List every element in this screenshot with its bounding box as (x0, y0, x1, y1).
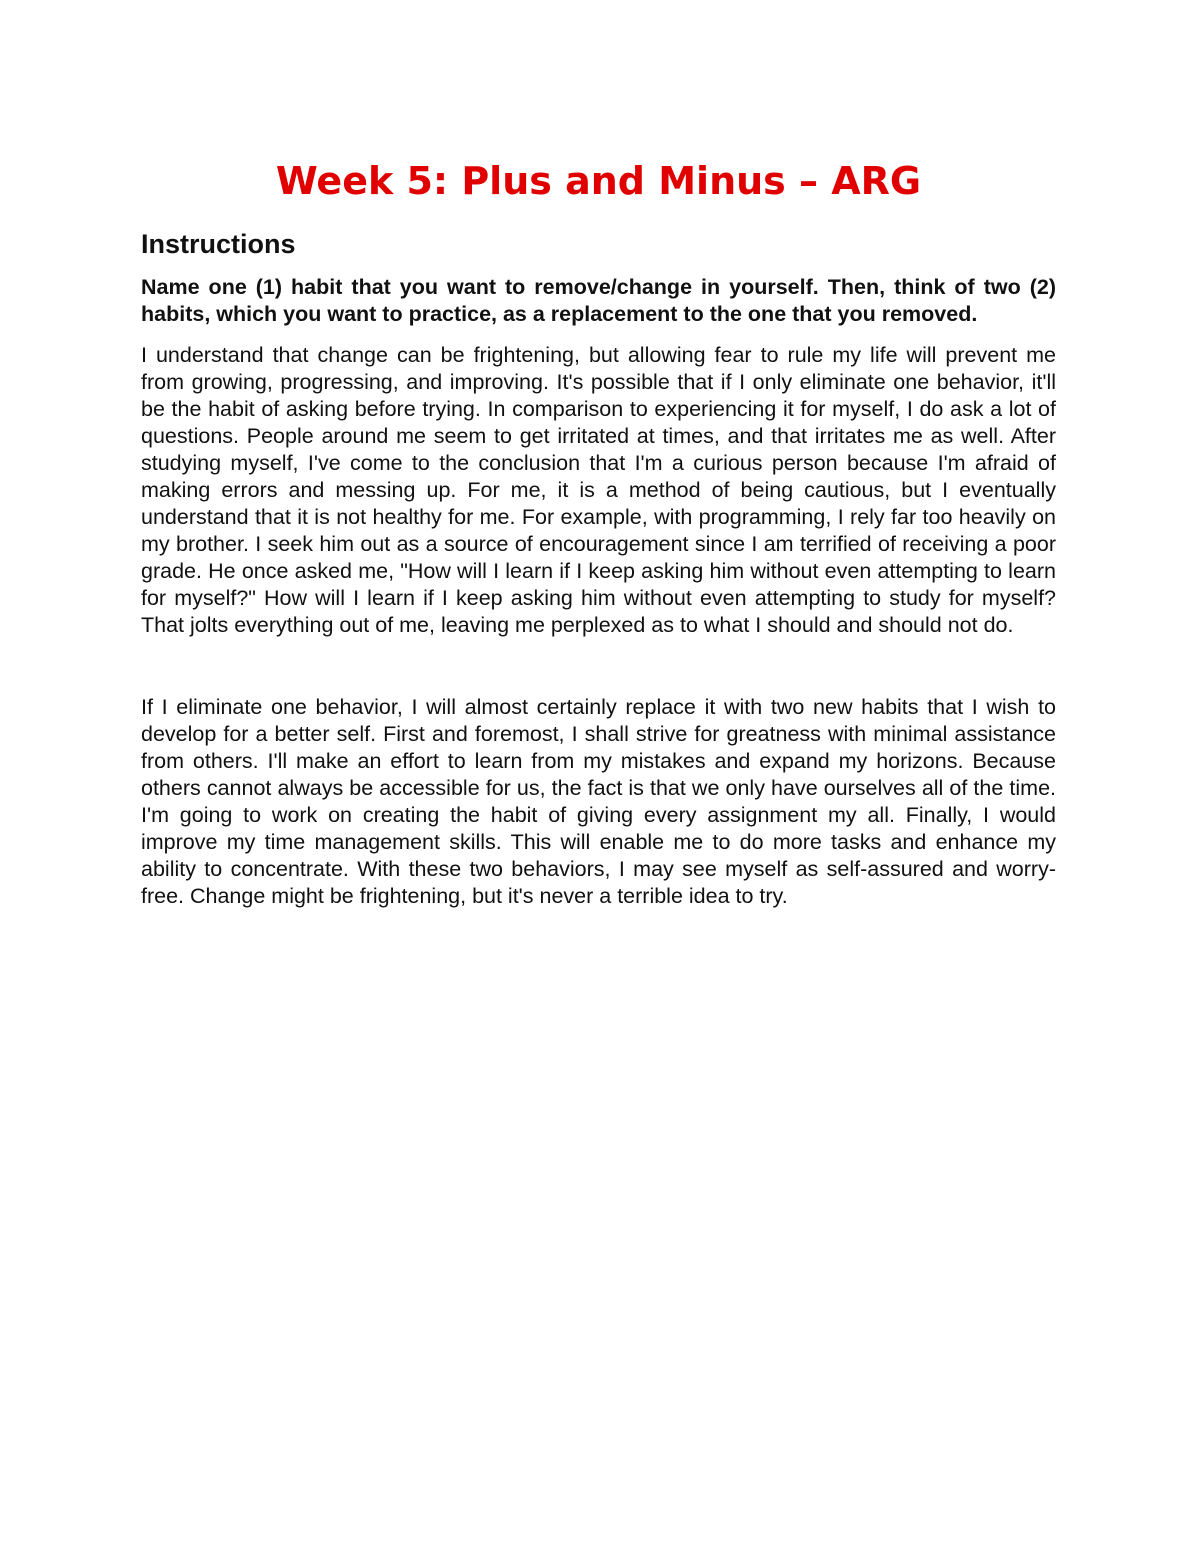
document-content (141, 158, 1056, 910)
body-paragraph-1: I understand that change can be frightening, but allowing fear to rule my life will prevent me from growing, progressing, and improving. It's possible that if I only eliminate one behavior, it'll be the habit of asking before trying. In comparison to experiencing it for myself, I do ask a lot of questions. People around me seem to get irritated at times, and that irritates me as well. After studying myself, I've come to the conclusion that I'm a curious person because I'm afraid of making errors and messing up. For me, it is a method of being cautious, but I eventually understand that it is not healthy for me. For example, with programming, I rely far too heavily on my brother. I seek him out as a source of encouragement since I am terrified of receiving a poor grade. He once asked me, "How will I learn if I keep asking him without even attempting to learn for myself?" How will I learn if I keep asking him without even attempting to study for myself? That jolts everything out of me, leaving me perplexed as to what I should and should not do. (141, 342, 1056, 637)
instructions-heading: Instructions (141, 229, 296, 259)
instructions-text: Name one (1) habit that you want to remove/change in yourself. Then, think of two (2) habits, which you want to practice, as a replacement to the one that you removed. (141, 275, 1056, 326)
body-paragraph-2: If I eliminate one behavior, I will almost certainly replace it with two new habits that I wish to develop for a better self. First and foremost, I shall strive for greatness with minimal assistance from others. I'll make an effort to learn from my mistakes and expand my horizons. Because others cannot always be accessible for us, the fact is that we only have ourselves all of the time. I'm going to work on creating the habit of giving every assignment my all. Finally, I would improve my time management skills. This will enable me to do more tasks and enhance my ability to concentrate. With these two behaviors, I may see myself as self-assured and worry-free. Change might be frightening, but it's never a terrible idea to try. (141, 694, 1056, 908)
document-title: Week 5: Plus and Minus – ARG (275, 159, 922, 203)
